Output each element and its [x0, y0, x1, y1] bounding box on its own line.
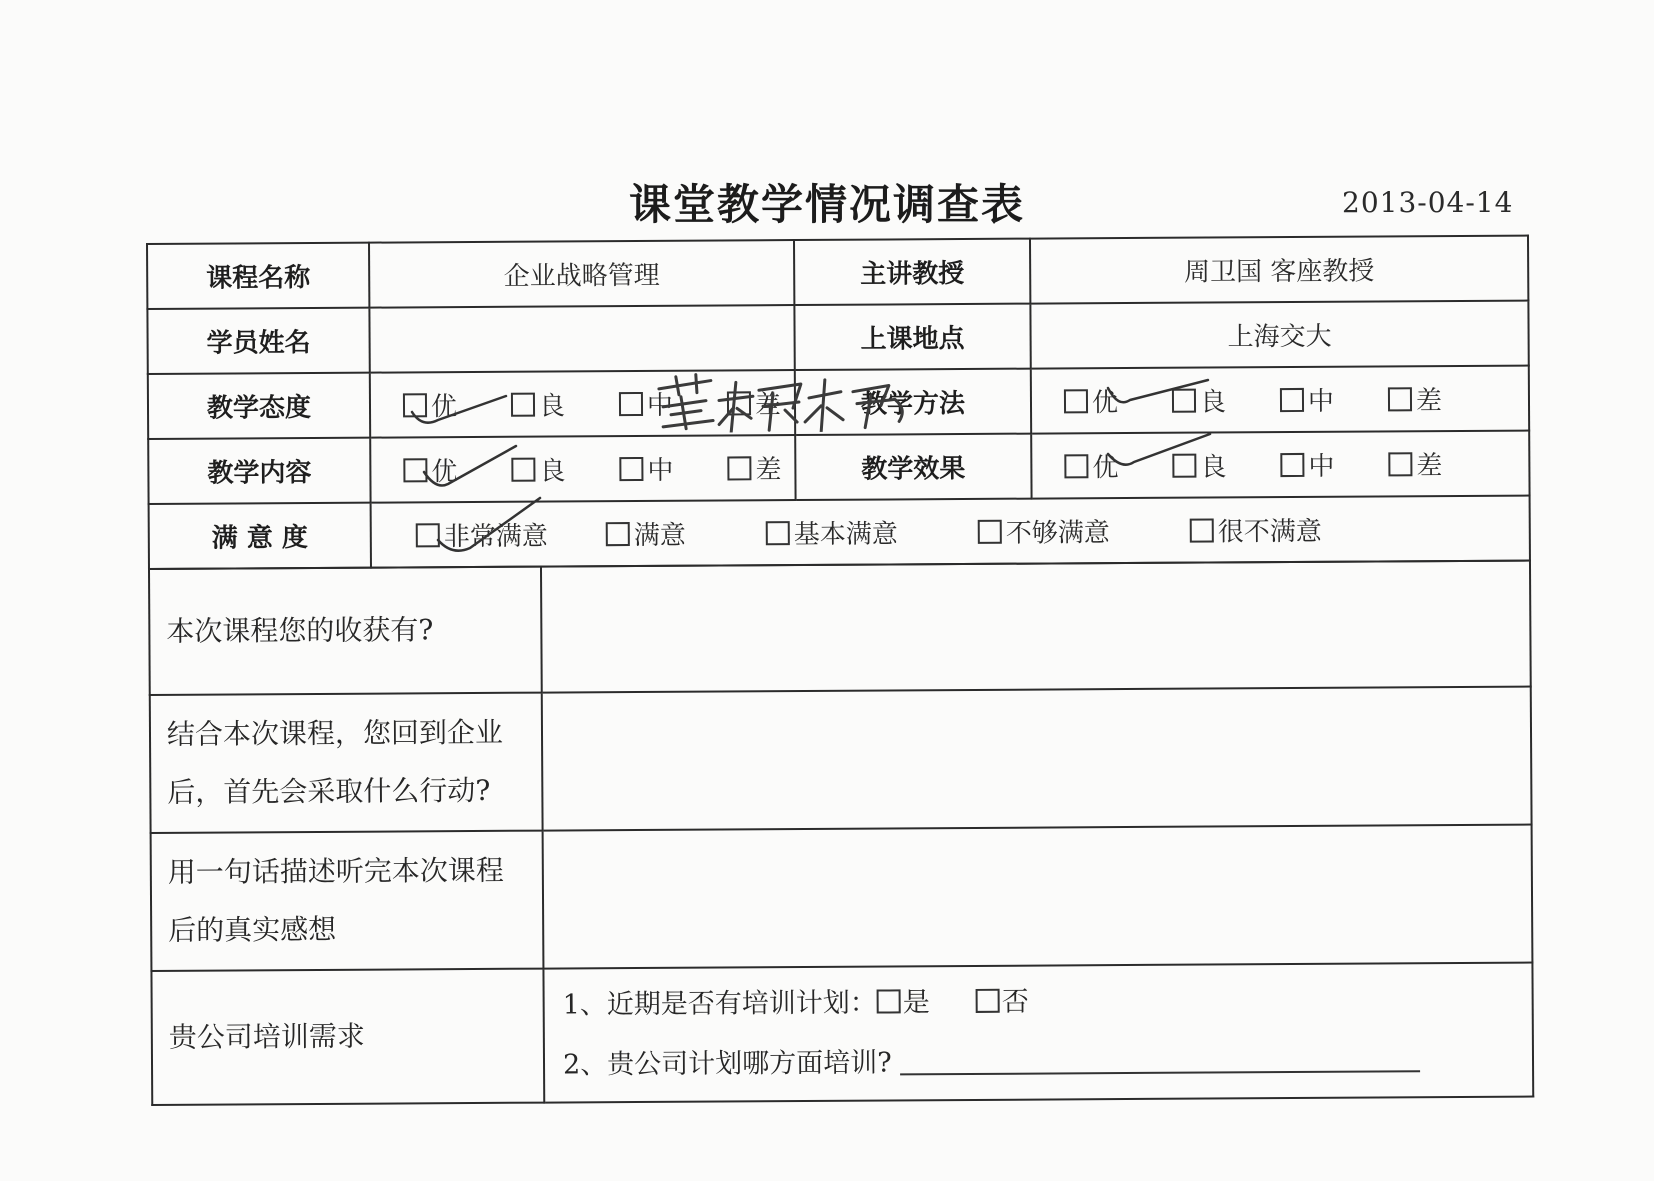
row-gain: [149, 561, 1531, 695]
attitude-option-excellent[interactable]: 优: [403, 386, 511, 424]
satisfaction-option-basically-satisfied[interactable]: 基本满意: [766, 513, 898, 551]
survey-table: [146, 235, 1531, 570]
satisfaction-label: 满 意 度: [149, 503, 371, 569]
form-title: 课堂教学情况调查表: [628, 180, 1025, 229]
feeling-answer-field[interactable]: [543, 825, 1533, 969]
attitude-option-fair[interactable]: 中: [619, 384, 727, 422]
effect-option-good[interactable]: 良: [1172, 446, 1280, 484]
checkbox-icon: [727, 456, 751, 480]
training-plan-no[interactable]: 否: [976, 987, 1029, 1018]
lecturer-value[interactable]: 周卫国 客座教授: [1030, 236, 1528, 304]
checkbox-icon: [403, 393, 427, 417]
training-plan-yes[interactable]: 是: [877, 987, 930, 1018]
feeling-question: 用一句话描述听完本次课程后的真实感想: [151, 831, 544, 971]
survey-form: [146, 235, 1532, 1106]
student-name-field[interactable]: [369, 305, 794, 373]
satisfaction-option-not-satisfied[interactable]: 不够满意: [978, 512, 1110, 550]
gain-answer-field[interactable]: [541, 561, 1531, 693]
satisfaction-options: [371, 496, 1530, 568]
training-label: 贵公司培训需求: [151, 969, 544, 1105]
effect-label: 教学效果: [795, 434, 1031, 500]
content-options: [370, 435, 795, 503]
checkbox-icon: [1064, 454, 1088, 478]
checkbox-icon: [511, 458, 535, 482]
method-option-excellent[interactable]: 优: [1064, 382, 1172, 420]
checkbox-icon: [1190, 518, 1214, 542]
checkbox-icon: [1172, 454, 1196, 478]
satisfaction-option-very-satisfied[interactable]: 非常满意: [416, 516, 548, 554]
location-label: 上课地点: [794, 304, 1030, 370]
training-plan-question: 1、近期是否有培训计划： 是 否: [562, 986, 1029, 1021]
student-label: 学员姓名: [147, 308, 369, 374]
row-satisfaction: [149, 496, 1530, 569]
checkbox-icon: [619, 457, 643, 481]
attitude-label: 教学态度: [148, 373, 370, 439]
form-date: 2013-04-14: [1342, 186, 1514, 219]
checkbox-icon: [1280, 388, 1304, 412]
training-area-input[interactable]: [900, 1048, 1420, 1075]
method-label: 教学方法: [795, 369, 1031, 435]
effect-option-excellent[interactable]: 优: [1064, 447, 1172, 485]
content-option-excellent[interactable]: 优: [403, 451, 511, 489]
row-student: [147, 301, 1528, 374]
row-course: [147, 236, 1528, 309]
lecturer-label: 主讲教授: [794, 239, 1030, 305]
course-value[interactable]: 企业战略管理: [369, 240, 794, 308]
row-content-effect: [148, 431, 1529, 504]
effect-option-poor[interactable]: 差: [1388, 445, 1496, 483]
training-area-question: 2、贵公司计划哪方面培训?: [563, 1030, 1516, 1096]
content-label: 教学内容: [148, 438, 370, 504]
method-options: [1031, 366, 1529, 434]
gain-question: 本次课程您的收获有?: [149, 567, 542, 695]
checkbox-icon: [606, 522, 630, 546]
checkbox-icon: [766, 521, 790, 545]
checkbox-icon: [1388, 452, 1412, 476]
attitude-option-poor[interactable]: 差: [727, 384, 835, 422]
checkbox-icon: [1280, 453, 1304, 477]
method-option-fair[interactable]: 中: [1280, 380, 1388, 418]
checkbox-icon: [511, 393, 535, 417]
satisfaction-option-satisfied[interactable]: 满意: [606, 515, 686, 552]
effect-options: [1031, 431, 1529, 499]
handwritten-signature: [641, 371, 941, 433]
row-training: [151, 963, 1533, 1105]
checkbox-icon: [877, 989, 901, 1013]
content-option-fair[interactable]: 中: [619, 449, 727, 487]
checkbox-icon: [1172, 389, 1196, 413]
content-option-good[interactable]: 良: [511, 450, 619, 488]
satisfaction-option-very-unsatisfied[interactable]: 很不满意: [1190, 511, 1322, 549]
location-value[interactable]: 上海交大: [1030, 301, 1528, 369]
checkbox-icon: [1388, 387, 1412, 411]
attitude-option-good[interactable]: 良: [511, 385, 619, 423]
checkbox-icon: [976, 989, 1000, 1013]
checkbox-icon: [403, 458, 427, 482]
checkbox-icon: [978, 520, 1002, 544]
method-option-good[interactable]: 良: [1172, 381, 1280, 419]
course-label: 课程名称: [147, 243, 369, 309]
row-feeling: [151, 825, 1533, 971]
checkbox-icon: [1064, 389, 1088, 413]
checkbox-icon: [619, 392, 643, 416]
training-needs: [543, 963, 1533, 1103]
feedback-table: [148, 560, 1534, 1106]
checkbox-icon: [416, 523, 440, 547]
method-option-poor[interactable]: 差: [1388, 380, 1496, 418]
effect-option-fair[interactable]: 中: [1280, 445, 1388, 483]
action-question: 结合本次课程，您回到企业后，首先会采取什么行动?: [150, 693, 543, 833]
row-action: [150, 687, 1532, 833]
content-option-poor[interactable]: 差: [727, 449, 835, 487]
action-answer-field[interactable]: [542, 687, 1532, 831]
